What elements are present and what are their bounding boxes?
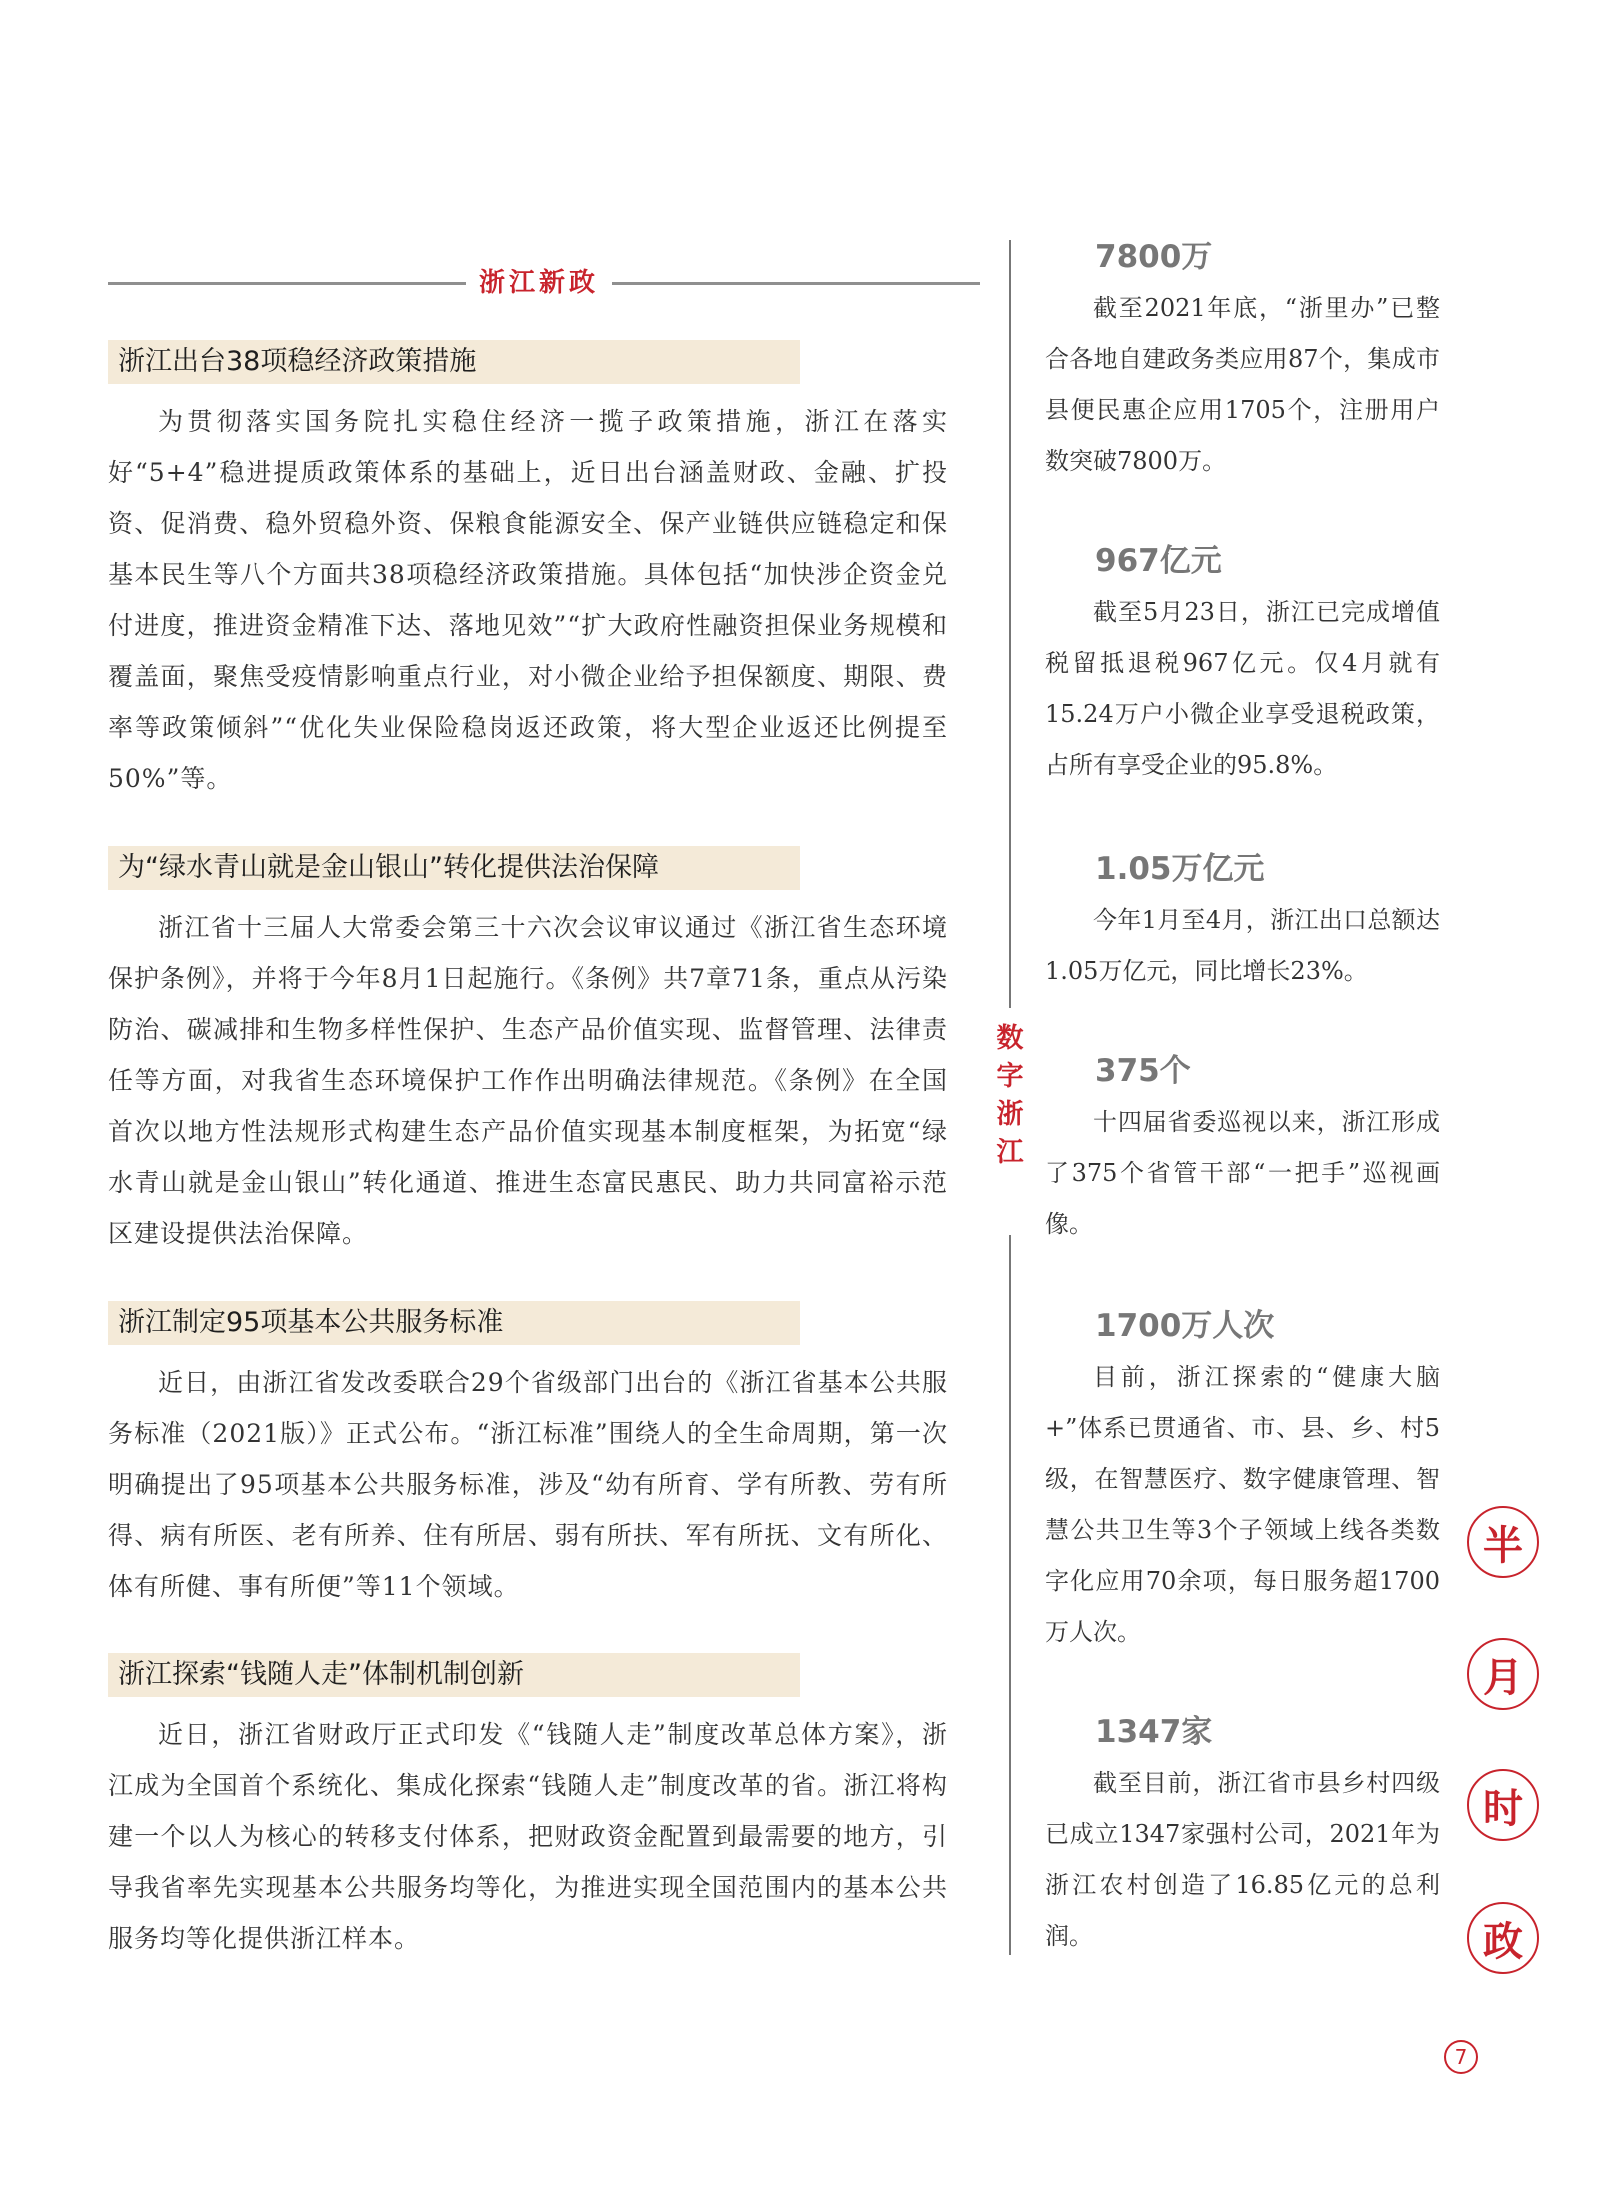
side-label-char: 字 bbox=[996, 1061, 1024, 1092]
column-name-char: 政 bbox=[1467, 1902, 1539, 1974]
article-body: 近日，由浙江省发改委联合29个省级部门出台的《浙江省基本公共服务标准（2021版）》正式公布。“浙江标准”围绕人的全生命周期，第一次明确提出了95项基本公共服务标准，涉及“幼有所育、学有所教、劳有所得、病有所医、老有所养、住有所居、弱有所扶、军有所抚、文有所化、体有所健、事有所便”等11个领域。 bbox=[108, 1368, 948, 1601]
column-divider bbox=[1009, 1235, 1011, 1955]
stat-figure: 7800万 bbox=[1095, 239, 1213, 275]
article bbox=[108, 846, 948, 1259]
stat-block bbox=[1045, 237, 1440, 487]
article bbox=[108, 1301, 948, 1612]
stat-figure: 1.05万亿元 bbox=[1095, 851, 1265, 887]
stat-figure: 1700万人次 bbox=[1095, 1308, 1275, 1344]
stat-text: 十四届省委巡视以来，浙江形成了375个省管干部“一把手”巡视画像。 bbox=[1045, 1108, 1440, 1238]
article-title: 浙江探索“钱随人走”体制机制创新 bbox=[108, 1653, 800, 1697]
stat-text: 目前，浙江探索的“健康大脑+”体系已贯通省、市、县、乡、村5级，在智慧医疗、数字健康管理、智慧公共卫生等3个子领域上线各类数字化应用70余项，每日服务超1700万人次。 bbox=[1045, 1363, 1440, 1646]
stat-text: 截至目前，浙江省市县乡村四级已成立1347家强村公司，2021年为浙江农村创造了16.85亿元的总利润。 bbox=[1045, 1769, 1440, 1950]
stat-block bbox=[1045, 1051, 1440, 1250]
side-label-char: 数 bbox=[996, 1023, 1024, 1054]
article-title: 浙江出台38项稳经济政策措施 bbox=[108, 340, 800, 384]
column-name-char: 时 bbox=[1467, 1769, 1539, 1841]
stat-block bbox=[1045, 541, 1440, 791]
stat-figure: 1347家 bbox=[1095, 1714, 1213, 1750]
side-label-char: 江 bbox=[996, 1137, 1024, 1168]
article bbox=[108, 1653, 948, 1964]
stat-figure: 375个 bbox=[1095, 1053, 1191, 1089]
article-body: 为贯彻落实国务院扎实稳住经济一揽子政策措施，浙江在落实好“5+4”稳进提质政策体系的基础上，近日出台涵盖财政、金融、扩投资、促消费、稳外贸稳外资、保粮食能源安全、保产业链供应链稳定和保基本民生等八个方面共38项稳经济政策措施。具体包括“加快涉企资金兑付进度，推进资金精准下达、落地见效”“扩大政府性融资担保业务规模和覆盖面，聚焦受疫情影响重点行业，对小微企业给予担保额度、期限、费率等政策倾斜”“优化失业保险稳岗返还政策，将大型企业返还比例提至50%”等。 bbox=[108, 407, 948, 793]
stat-block bbox=[1045, 1712, 1440, 1962]
stat-block bbox=[1045, 1306, 1440, 1658]
column-name-char: 半 bbox=[1467, 1506, 1539, 1578]
article-body: 近日，浙江省财政厅正式印发《“钱随人走”制度改革总体方案》，浙江成为全国首个系统化、集成化探索“钱随人走”制度改革的省。浙江将构建一个以人为核心的转移支付体系，把财政资金配置到最需要的地方，引导我省率先实现基本公共服务均等化，为推进实现全国范围内的基本公共服务均等化提供浙江样本。 bbox=[108, 1720, 948, 1953]
side-label-char: 浙 bbox=[996, 1099, 1024, 1130]
article-title: 浙江制定95项基本公共服务标准 bbox=[108, 1301, 800, 1345]
stat-text: 截至5月23日，浙江已完成增值税留抵退税967亿元。仅4月就有15.24万户小微企业享受退税政策，占所有享受企业的95.8%。 bbox=[1045, 598, 1440, 779]
article-title: 为“绿水青山就是金山银山”转化提供法治保障 bbox=[108, 846, 800, 890]
section-title: 浙江新政 bbox=[478, 268, 599, 298]
stat-text: 截至2021年底，“浙里办”已整合各地自建政务类应用87个，集成市县便民惠企应用1705个，注册用户数突破7800万。 bbox=[1045, 294, 1440, 475]
stat-block bbox=[1045, 849, 1440, 997]
section-rule-right bbox=[612, 282, 980, 285]
column-divider bbox=[1009, 240, 1011, 1008]
column-name-char: 月 bbox=[1467, 1638, 1539, 1710]
stat-figure: 967亿元 bbox=[1095, 543, 1222, 579]
stat-text: 今年1月至4月，浙江出口总额达1.05万亿元，同比增长23%。 bbox=[1045, 906, 1440, 985]
article-body: 浙江省十三届人大常委会第三十六次会议审议通过《浙江省生态环境保护条例》，并将于今年8月1日起施行。《条例》共7章71条，重点从污染防治、碳减排和生物多样性保护、生态产品价值实现、监督管理、法律责任等方面，对我省生态环境保护工作作出明确法律规范。《条例》在全国首次以地方性法规形式构建生态产品价值实现基本制度框架，为拓宽“绿水青山就是金山银山”转化通道、推进生态富民惠民、助力共同富裕示范区建设提供法治保障。 bbox=[108, 913, 948, 1248]
section-rule-left bbox=[108, 282, 466, 285]
page-number: 7 bbox=[1444, 2040, 1478, 2074]
article bbox=[108, 340, 948, 804]
side-label bbox=[990, 1020, 1030, 1172]
